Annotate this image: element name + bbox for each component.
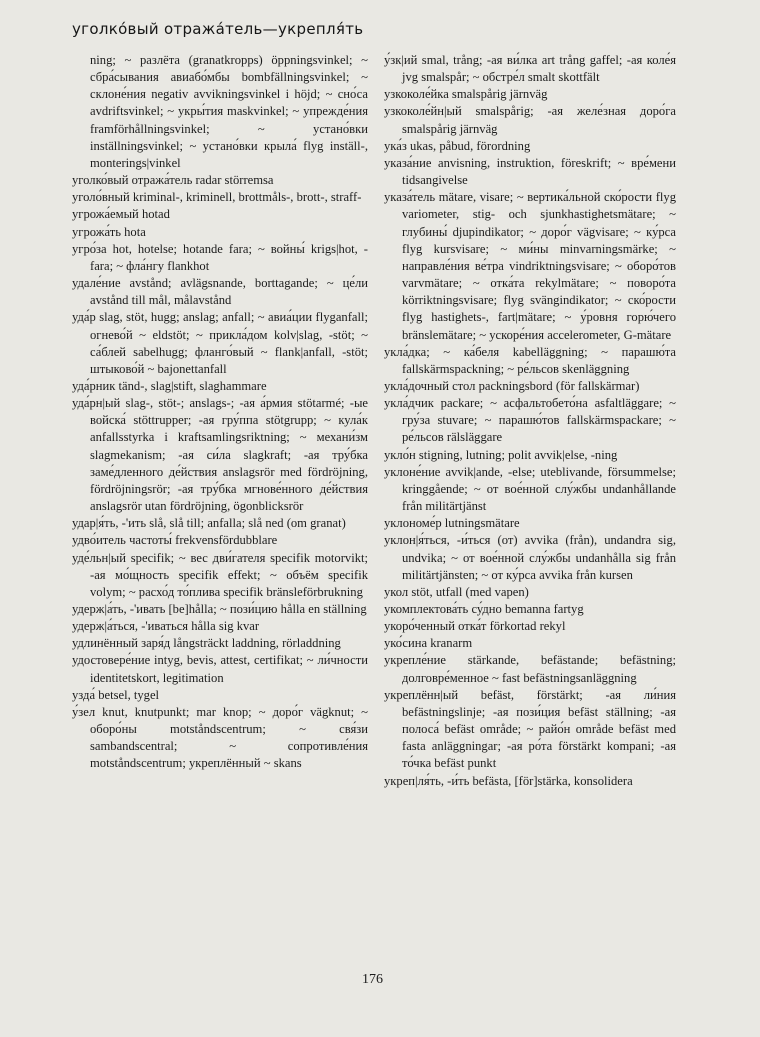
dictionary-entry: ning; ~ разлёта (granatkropps) öppningsvinkel; ~ сбра́сывания авиабо́мбы bombfällningsvinkel; ~ склоне́ния negativ avvikningsvinkel i höjd; ~ сно́са avdriftsvinkel; ~ укры́тия maskvinkel; ~ упрежде́ния framförhållningsvinkel; ~ устано́вки inställningsvinkel; ~ устано́вки крыла́ flyg inställ-, monterings|vinkel <box>90 53 368 170</box>
dictionary-entry: удар|я́ть, -'ить slå, slå till; anfalla; slå ned (om granat) <box>72 516 346 531</box>
dictionary-entry: удерж|а́ться, -'иваться hålla sig kvar <box>72 619 260 634</box>
dictionary-entry: укреп|ля́ть, -и́ть befästa, [för]stärka, konsolidera <box>384 773 633 788</box>
running-header: уголко́вый отража́тель—укрепля́ть <box>72 20 364 38</box>
dictionary-entry: укреплённ|ый befäst, förstärkt; -ая ли́ния befästningslinje; -ая пози́ция befäst ställning; -ая полоса́ befäst område; ~ райо́н område befäst med fasta anläggningar; -ая ро́та förstärkt kompani; -ая то́чка befäst punkt <box>384 687 676 771</box>
dictionary-entry: уголко́вый отража́тель radar störremsa <box>72 173 274 188</box>
dictionary-entry: уда́рн|ый slag-, stöt-; anslags-; -ая а́рмия stötarmé; -ые войска́ stöttrupper; -ая гру́ппа stötgrupp; ~ кула́к anfallsstyrka i kraftsamlingsriktning; ~ механи́зм slagmekanism; -ая си́ла slagkraft; -ая тру́бка заме́дленного де́йствия anslagsrör med fördröjning, fördröjningsrör; -ая тру́бка мгнове́нного де́йствия anslagsrör utan fördröjning, ögonblicksrör <box>72 396 368 514</box>
dictionary-entry: укрепле́ние stärkande, befästande; befästning; долговре́менное ~ fast befästningsanläggning <box>384 653 676 685</box>
page-number: 176 <box>362 972 383 987</box>
dictionary-entry: узда́ betsel, tygel <box>72 687 160 702</box>
dictionary-entry: уда́р slag, stöt, hugg; anslag; anfall; ~ авиа́ции flyganfall; огнево́й ~ eldstöt; ~ прикла́дом kolv|slag, -stöt; ~ са́блей sabelhugg; фланго́вый ~ flank|anfall, -stöt; штыково́й ~ bajonettanfall <box>72 310 368 376</box>
dictionary-entry: уклон|я́ться, -и́ться (от) avvika (från), undandra sig, undvika; ~ от вое́нной слу́жбы undanhålla sig från militärtjänsten; ~ от ку́рса avvika från kursen <box>384 533 676 582</box>
dictionary-entry: у́зк|ий smal, trång; -ая ви́лка art trång gaffel; -ая коле́я jvg smalspår; ~ обстре́л smalt skottfält <box>384 53 676 85</box>
dictionary-entry: укол stöt, utfall (med vapen) <box>384 584 529 599</box>
dictionary-entry: уголо́вный kriminal-, kriminell, brottmåls-, brott-, straff- <box>72 190 362 205</box>
dictionary-entry: узкоколе́йка smalspårig järnväg <box>384 87 548 102</box>
dictionary-entry: узкоколе́йн|ый smalspårig; -ая желе́зная доро́га smalspårig järnväg <box>384 104 676 136</box>
dictionary-entry: удостовере́ние intyg, bevis, attest, certifikat; ~ ли́чности identitetskort, legitimation <box>72 653 368 685</box>
dictionary-entry: удерж|а́ть, -'ивать [be]hålla; ~ пози́цию hålla en ställning <box>72 602 367 616</box>
dictionary-entry: уко́сина kranarm <box>384 636 473 651</box>
dictionary-entry: удале́ние avstånd; avlägsnande, borttagande; ~ це́ли avstånd till mål, målavstånd <box>72 276 368 308</box>
dictionary-entry: удлинённый заря́д långsträckt laddning, rörladdning <box>72 636 341 651</box>
dictionary-entry: ука́з ukas, påbud, förordning <box>384 138 531 153</box>
dictionary-entry: укла́дочный стол packningsbord (för fallskärmar) <box>384 378 640 393</box>
dictionary-entry: уклономе́р lutningsmätare <box>384 516 520 531</box>
dictionary-entry: угро́за hot, hotelse; hotande fara; ~ войны́ krigs|hot, -fara; ~ фла́нгу flankhot <box>72 241 368 273</box>
dictionary-entry: указа́тель mätare, visare; ~ вертика́льной ско́рости flyg variometer, stig- och sjunkhastighetsmätare; ~ глубины́ djupindikator; ~ доро́г vägvisare; ~ ку́рса flyg kursvisare; ~ ми́ны minvarningsmärke; ~ направле́ния ве́тра vindriktningsvisare; ~ оборо́тов varvmätare; ~ отка́та rekylmätare; ~ поворо́та körriktningsvisare; flyg svängindikator; ~ ско́рости flyg hastighets-, fart|mätare; ~ у́ровня горю́чего bränslemätare; ~ ускоре́ния accelerometer, G-mätare <box>384 190 676 342</box>
dictionary-entry: укла́дчик packare; ~ асфальтобето́на asfaltläggare; ~ гру́за stuvare; ~ парашю́тов fallskärmspackare; ~ ре́льсов rälsläggare <box>384 396 676 445</box>
dictionary-entry: укомплектова́ть су́дно bemanna fartyg <box>384 602 584 616</box>
dictionary-entry: укла́дка; ~ ка́беля kabelläggning; ~ парашю́та fallskärmspackning; ~ ре́льсов skenläggning <box>384 344 676 376</box>
dictionary-entry: укло́н stigning, lutning; polit avvik|else, -ning <box>384 447 618 462</box>
left-column <box>72 52 368 773</box>
dictionary-entry: угрожа́емый hotad <box>72 207 170 222</box>
dictionary-entry: удво́итель частоты́ frekvensfördubblare <box>72 533 278 548</box>
dictionary-entry: указа́ние anvisning, instruktion, föreskrift; ~ вре́мени tidsangivelse <box>384 155 676 188</box>
dictionary-entry: уклоне́ние avvik|ande, -else; uteblivande, försummelse; kringgående; ~ от вое́нной слу́жбы undanhållande från militärtjänst <box>384 464 676 514</box>
dictionary-entry: угрожа́ть hota <box>72 224 146 239</box>
right-column <box>384 52 676 790</box>
dictionary-entry: уде́льн|ый specifik; ~ вес дви́гателя specifik motorvikt; -ая мо́щность specifik effekt; ~ объём specifik volym; ~ расхо́д то́плива specifik bränsleförbrukning <box>72 550 368 599</box>
dictionary-entry: уда́рник tänd-, slag|stift, slaghammare <box>72 378 267 393</box>
dictionary-entry: укоро́ченный отка́т förkortad rekyl <box>384 619 566 634</box>
dictionary-entry: у́зел knut, knutpunkt; mar knop; ~ доро́г vägknut; ~ оборо́ны motståndscentrum; ~ свя́зи sambandscentral; ~ сопротивле́ния motståndscentrum; укреплённый ~ skans <box>72 704 368 771</box>
